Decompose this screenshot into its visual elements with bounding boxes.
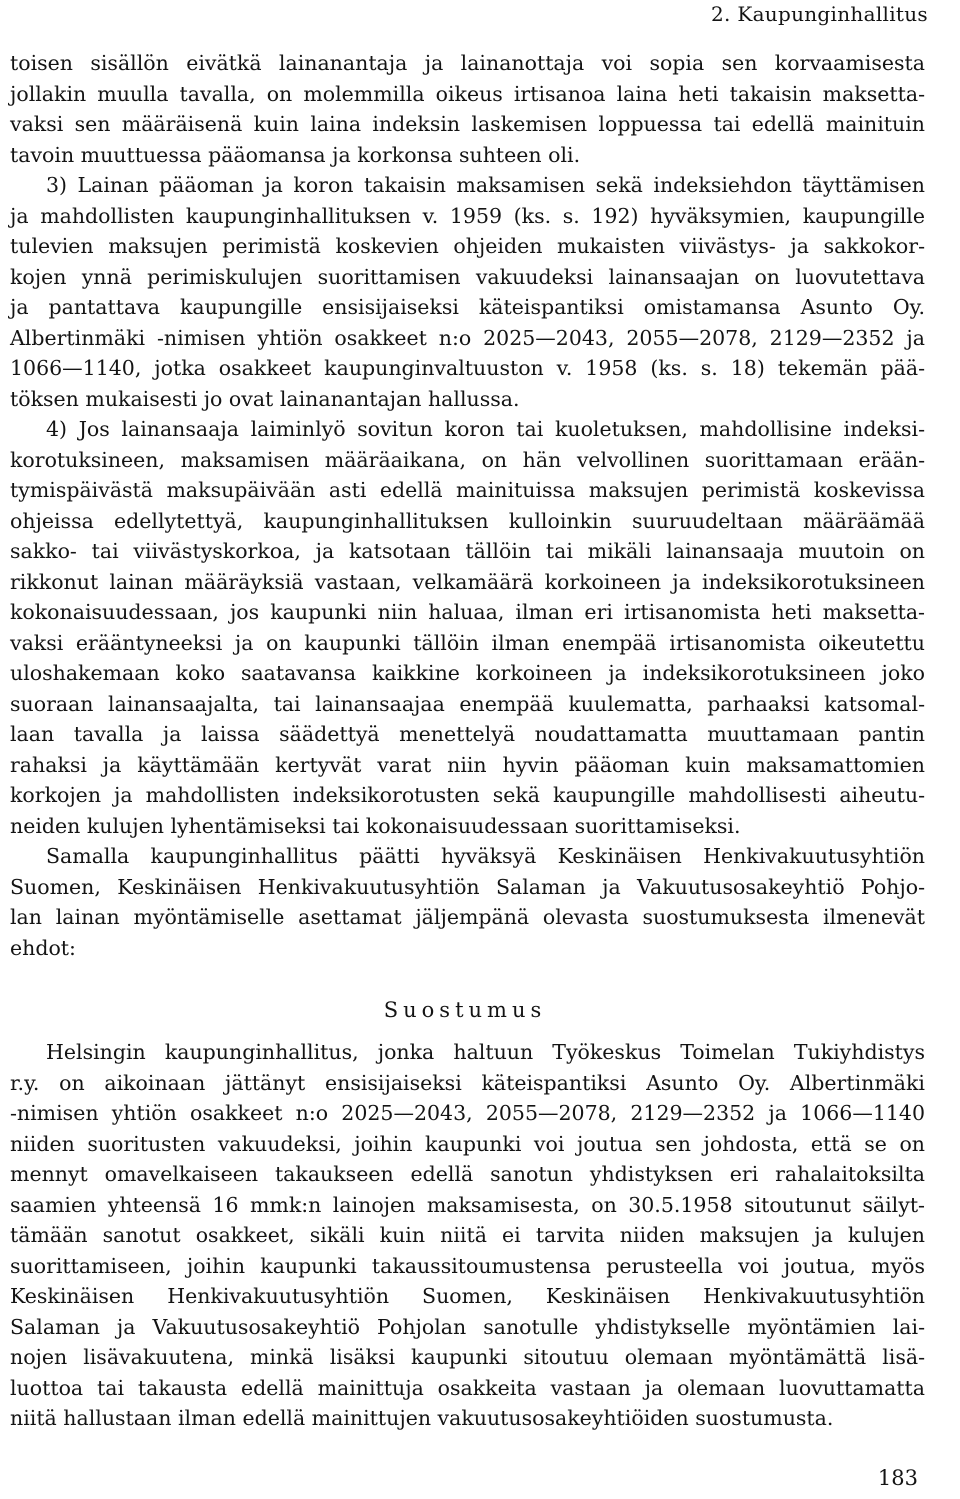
text-line: tulevien maksujen perimistä koskevien ohjeiden mukaisten viivästys- ja sakkokor-	[10, 234, 925, 258]
text-line: korotuksineen, maksamisen määräaikana, on hän velvollinen suorittamaan erään-	[10, 447, 925, 472]
text-line: tymispäivästä maksupäivään asti edellä mainituissa maksujen perimistä koskevissa	[10, 478, 925, 502]
text-line: -nimisen yhtiön osakkeet n:o 2025—2043, 2055—2078, 2129—2352 ja 1066—1140	[10, 1101, 925, 1125]
text-line: kokonaisuudessaan, jos kaupunki niin haluaa, ilman eri irtisanomista heti maksetta-	[10, 600, 925, 624]
running-head: 2. Kaupunginhallitus	[710, 2, 928, 26]
text-line: Salaman ja Vakuutusosakeyhtiö Pohjolan sanotulle yhdistykselle myöntämien lai-	[10, 1314, 925, 1339]
text-line: korkojen ja mahdollisten indeksikorotusten sekä kaupungille mahdollisesti aiheutu-	[10, 783, 925, 807]
text-line: suorittamiseen, joihin kaupunki takaussitoumustensa perusteella voi joutua, myös	[10, 1253, 925, 1278]
text-line: suoraan lainansaajalta, tai lainansaajaa enempää kuulematta, parhaaksi katsomal-	[10, 691, 925, 716]
text-line: vaksi erääntyneeksi ja on kaupunki tällöin ilman enempää irtisanomista oikeutettu	[10, 630, 925, 655]
text-line: ehdot:	[10, 935, 76, 960]
text-line: kojen ynnä perimiskulujen suorittamisen vakuudeksi lainansaajan on luovutettava	[10, 264, 925, 289]
text-line: 1066—1140, jotka osakkeet kaupunginvaltuuston v. 1958 (ks. s. 18) tekemän pää-	[10, 356, 925, 380]
text-line: jollakin muulla tavalla, on molemmilla oikeus irtisanoa laina heti takaisin maksetta-	[10, 81, 925, 106]
text-line: neiden kulujen lyhentämiseksi tai kokonaisuudessaan suorittamiseksi.	[10, 813, 741, 838]
text-line: 4) Jos lainansaaja laiminlyö sovitun koron tai kuoletuksen, mahdollisine indeksi-	[46, 417, 925, 441]
text-line: nojen lisävakuutena, minkä lisäksi kaupunki sitoutuu olemaan myöntämättä lisä-	[10, 1345, 925, 1369]
section-heading: Suostumus	[383, 998, 547, 1022]
text-line: ja pantattava kaupungille ensisijaiseksi käteispantiksi omistamansa Asunto Oy.	[10, 295, 925, 319]
text-line: Keskinäisen Henkivakuutusyhtiön Suomen, Keskinäisen Henkivakuutusyhtiön	[10, 1284, 925, 1308]
section-consent	[10, 1037, 925, 1434]
text-line: rikkonut lainan määräyksiä vastaan, velkamäärä korkoineen ja indeksikorotuksineen	[10, 569, 925, 594]
section-terms	[10, 48, 925, 963]
text-line: saamien yhteensä 16 mmk:n lainojen maksamisesta, on 30.5.1958 sitoutunut säilyt-	[10, 1192, 925, 1217]
text-line: uloshakemaan koko saatavansa kaikkine korkoineen ja indeksikorotuksineen joko	[10, 661, 925, 685]
text-line: töksen mukaisesti jo ovat lainanantajan hallussa.	[10, 386, 520, 411]
text-line: rahaksi ja käyttämään kertyvät varat niin hyvin pääoman kuin maksamattomien	[10, 752, 925, 777]
text-line: ja mahdollisten kaupunginhallituksen v. 1959 (ks. s. 192) hyväksymien, kaupungille	[10, 203, 925, 228]
text-line: mennyt omavelkaiseen takaukseen edellä sanotun yhdistyksen eri rahalaitoksilta	[10, 1162, 925, 1186]
text-line: Helsingin kaupunginhallitus, jonka haltuun Työkeskus Toimelan Tukiyhdistys	[46, 1040, 925, 1064]
text-line: sakko- tai viivästyskorkoa, ja katsotaan tällöin tai mikäli lainansaaja muutoin on	[10, 539, 925, 563]
text-line: vaksi sen määräisenä kuin laina indeksin laskemisen loppuessa tai edellä mainituin	[10, 112, 925, 136]
text-line: tämään sanotut osakkeet, sikäli kuin niitä ei tarvita niiden maksujen ja kulujen	[10, 1223, 925, 1247]
text-line: 3) Lainan pääoman ja koron takaisin maksamisen sekä indeksiehdon täyttämisen	[46, 173, 925, 197]
text-line: tavoin muuttuessa pääomansa ja korkonsa suhteen oli.	[10, 142, 581, 167]
text-line: laan tavalla ja laissa säädettyä menettelyä noudattamatta muuttamaan pantin	[10, 722, 925, 746]
page-number: 183	[877, 1466, 918, 1490]
text-line: niiden suoritusten vakuudeksi, joihin kaupunki voi joutua sen johdosta, että se on	[10, 1131, 925, 1156]
text-line: r.y. on aikoinaan jättänyt ensisijaiseksi käteispantiksi Asunto Oy. Albertinmäki	[10, 1070, 925, 1095]
text-line: toisen sisällön eivätkä lainanantaja ja lainanottaja voi sopia sen korvaamisesta	[10, 51, 925, 75]
text-line: Suomen, Keskinäisen Henkivakuutusyhtiön Salaman ja Vakuutusosakeyhtiö Pohjo-	[10, 874, 925, 899]
text-line: lan lainan myöntämiselle asettamat jäljempänä olevasta suostumuksesta ilmenevät	[10, 905, 925, 929]
text-line: Samalla kaupunginhallitus päätti hyväksyä Keskinäisen Henkivakuutusyhtiön	[46, 844, 925, 868]
text-line: Albertinmäki -nimisen yhtiön osakkeet n:o 2025—2043, 2055—2078, 2129—2352 ja	[10, 325, 925, 350]
text-line: ohjeissa edellytettyä, kaupunginhallituksen kulloinkin suuruudeltaan määräämää	[10, 508, 925, 533]
text-line: niitä hallustaan ilman edellä mainittujen vakuutusosakeyhtiöiden suostumusta.	[10, 1406, 834, 1430]
text-line: luottoa tai takausta edellä mainittuja osakkeita vastaan ja olemaan luovuttamatta	[10, 1375, 925, 1400]
